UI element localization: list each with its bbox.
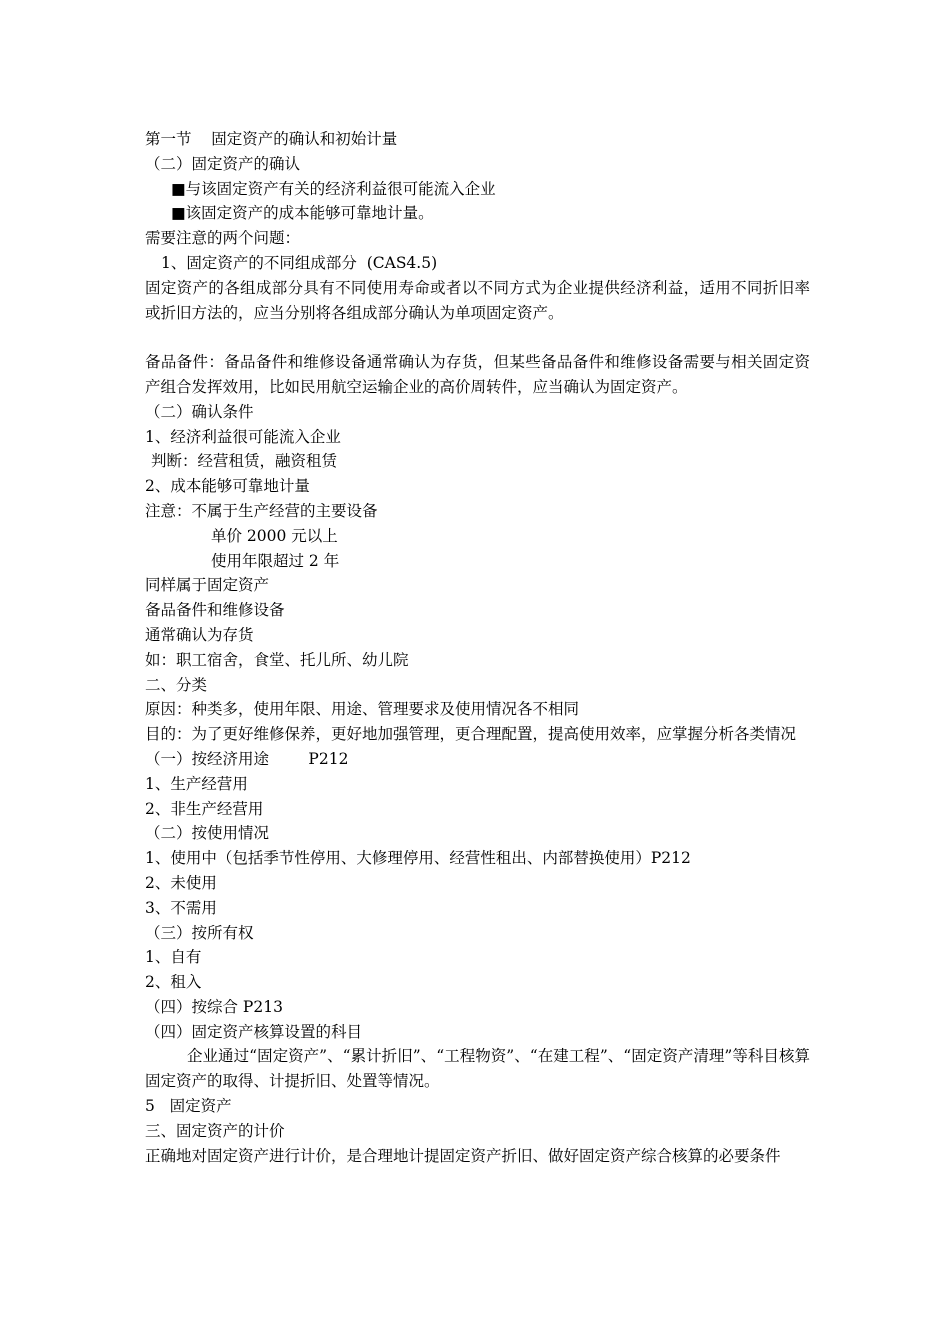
blank-line — [145, 325, 810, 350]
text-line: 1、经济利益很可能流入企业 — [145, 427, 341, 446]
text-line: 判断：经营租赁，融资租赁 — [151, 452, 338, 471]
text-line: 第一节 固定资产的确认和初始计量 — [145, 130, 398, 148]
text-paragraph: 目的：为了更好维修保养，更好地加强管理，更合理配置，提高使用效率，应掌握分析各类情况 — [145, 725, 797, 744]
text-line: 2、成本能够可靠地计量 — [145, 477, 310, 496]
text-line: 需要注意的两个问题： — [145, 229, 301, 248]
text-paragraph: 企业通过“固定资产”、“累计折旧”、“工程物资”、“在建工程”、“固定资产清理”等科目核算固定资产的取得、计提折旧、处置等情况。 — [145, 1047, 810, 1091]
text-line: 如：职工宿舍，食堂、托儿所、幼儿院 — [145, 650, 409, 669]
text-line: 1、使用中（包括季节性停用、大修理停用、经营性租出、内部替换使用）P212 — [145, 849, 691, 868]
text-line: 注意：不属于生产经营的主要设备 — [145, 501, 378, 520]
text-line: （二）按使用情况 — [145, 824, 270, 843]
text-line: 1、自有 — [145, 948, 202, 967]
text-line: （二）确认条件 — [145, 402, 254, 421]
text-line: 使用年限超过 2 年 — [211, 551, 340, 570]
section-heading: 二、分类 — [145, 675, 208, 694]
text-line: 单价 2000 元以上 — [211, 526, 338, 545]
text-line: 3、不需用 — [145, 898, 217, 917]
text-line: 1、固定资产的不同组成部分 (CAS4.5) — [161, 253, 438, 272]
text-paragraph: 正确地对固定资产进行计价，是合理地计提固定资产折旧、做好固定资产综合核算的必要条件 — [145, 1146, 781, 1165]
text-line: （四）固定资产核算设置的科目 — [145, 1022, 363, 1041]
text-line: 同样属于固定资产 — [145, 576, 270, 595]
text-line: （二）固定资产的确认 — [145, 154, 301, 173]
text-line: 通常确认为存货 — [145, 625, 254, 644]
text-paragraph: 备品备件：备品备件和维修设备通常确认为存货，但某些备品备件和维修设备需要与相关固定资产组合发挥效用，比如民用航空运输企业的高价周转件，应当确认为固定资产。 — [145, 353, 810, 396]
text-line: （三）按所有权 — [145, 923, 254, 942]
text-line: 1、生产经营用 — [145, 774, 248, 793]
text-line: 2、非生产经营用 — [145, 799, 264, 818]
text-line: ■该固定资产的成本能够可靠地计量。 — [171, 204, 434, 223]
text-line: 5 固定资产 — [145, 1097, 232, 1116]
text-line: 2、未使用 — [145, 873, 217, 892]
document-page — [145, 127, 810, 1168]
text-paragraph: 固定资产的各组成部分具有不同使用寿命或者以不同方式为企业提供经济利益，适用不同折旧率或折旧方法的，应当分别将各组成部分确认为单项固定资产。 — [145, 278, 810, 322]
text-line: ■与该固定资产有关的经济利益很可能流入企业 — [171, 179, 496, 198]
text-line: （四）按综合 P213 — [145, 997, 283, 1016]
text-line: （一）按经济用途 P212 — [145, 749, 349, 768]
text-line: 原因：种类多，使用年限、用途、管理要求及使用情况各不相同 — [145, 700, 580, 719]
text-line: 2、租入 — [145, 973, 202, 992]
section-heading: 三、固定资产的计价 — [145, 1121, 285, 1140]
text-line: 备品备件和维修设备 — [145, 601, 285, 620]
